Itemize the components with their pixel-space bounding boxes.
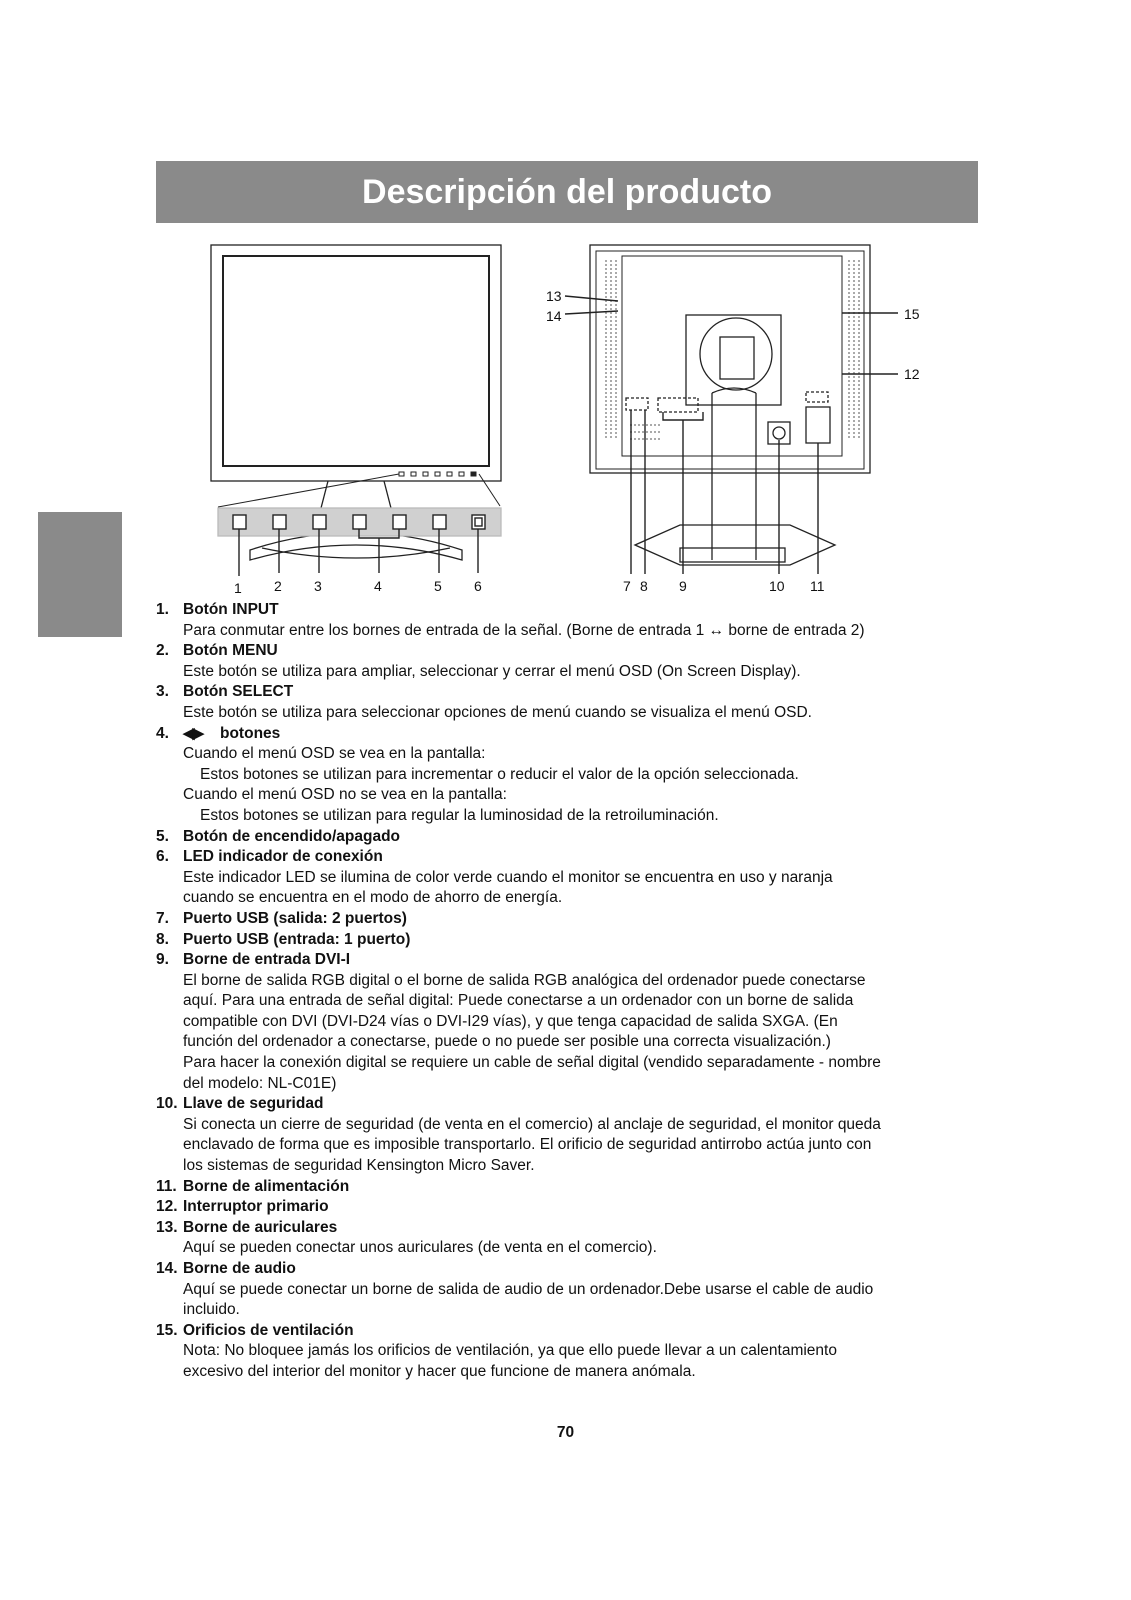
item-number: 12. bbox=[156, 1198, 178, 1216]
list-item bbox=[156, 724, 986, 827]
item-number: 7. bbox=[156, 909, 169, 927]
list-item bbox=[156, 641, 986, 682]
item-number: 1. bbox=[156, 601, 169, 618]
item-number: 5. bbox=[156, 827, 169, 845]
item-number: 2. bbox=[156, 642, 169, 660]
item-text: Nota: No bloquee jamás los orificios de ventilación, ya que ello puede llevar a un calentamiento bbox=[183, 1342, 837, 1360]
item-title: Interruptor primario bbox=[183, 1198, 329, 1216]
item-number: 11. bbox=[156, 1177, 177, 1195]
item-number: 8. bbox=[156, 930, 169, 948]
item-number: 10. bbox=[156, 1095, 178, 1113]
item-text: los sistemas de seguridad Kensington Micro Saver. bbox=[183, 1157, 535, 1175]
callout-4: 4 bbox=[374, 578, 382, 594]
list-item bbox=[156, 1094, 986, 1176]
callout-2: 2 bbox=[274, 578, 282, 594]
callout-13: 13 bbox=[546, 288, 562, 304]
monitor-diagram bbox=[0, 230, 1131, 602]
item-number: 14. bbox=[156, 1260, 178, 1277]
item-text: función del ordenador a conectarse, puede o no puede ser posible una correcta visualización.) bbox=[183, 1033, 831, 1051]
callout-3: 3 bbox=[314, 578, 322, 594]
item-title: Borne de entrada DVI-I bbox=[183, 951, 351, 969]
item-text: enclavado de forma que es imposible transportarlo. El orificio de seguridad antirrobo actúa junto con bbox=[183, 1136, 872, 1154]
item-title: Borne de auriculares bbox=[183, 1218, 338, 1236]
item-text: cuando se encuentra en el modo de ahorro de energía. bbox=[183, 889, 563, 907]
item-text: El borne de salida RGB digital o el borne de salida RGB analógica del ordenador puede conectarse bbox=[183, 971, 866, 989]
list-item bbox=[156, 1218, 986, 1259]
item-title: Botón INPUT bbox=[183, 601, 279, 618]
callout-11: 11 bbox=[810, 578, 825, 594]
list-item bbox=[156, 930, 986, 951]
item-text: Si conecta un cierre de seguridad (de venta en el comercio) al anclaje de seguridad, el monitor queda bbox=[183, 1115, 881, 1133]
item-title: Orificios de ventilación bbox=[183, 1321, 354, 1339]
callout-9: 9 bbox=[679, 578, 687, 594]
item-text: excesivo del interior del monitor y hacer que funcione de manera anómala. bbox=[183, 1362, 696, 1380]
item-title: Borne de alimentación bbox=[183, 1177, 350, 1195]
callout-12: 12 bbox=[904, 366, 920, 382]
item-text: compatible con DVI (DVI-D24 vías o DVI-I29 vías), y que tenga capacidad de salida SXGA. (En bbox=[183, 1012, 838, 1030]
item-title: Botón SELECT bbox=[183, 683, 294, 701]
item-text: Cuando el menú OSD no se vea en la pantalla: bbox=[183, 786, 507, 804]
callout-5: 5 bbox=[434, 578, 442, 594]
list-item bbox=[156, 950, 986, 1094]
item-text: Estos botones se utilizan para regular la luminosidad de la retroiluminación. bbox=[200, 806, 719, 824]
list-item bbox=[156, 909, 986, 930]
item-text: Para hacer la conexión digital se requiere un cable de señal digital (vendido separadamente - nombre bbox=[183, 1054, 881, 1072]
item-text: aquí. Para una entrada de señal digital: Puede conectarse a un ordenador con un borne de salida bbox=[183, 992, 854, 1010]
item-text: Para conmutar entre los bornes de entrada de la señal. (Borne de entrada 1 ↔ borne de entrada 2) bbox=[183, 621, 865, 639]
page-title: Descripción del producto bbox=[156, 161, 978, 223]
item-text: Aquí se pueden conectar unos auriculares (de venta en el comercio). bbox=[183, 1239, 657, 1257]
item-title: Borne de audio bbox=[183, 1260, 296, 1277]
item-text: Este botón se utiliza para ampliar, seleccionar y cerrar el menú OSD (On Screen Display). bbox=[183, 662, 801, 680]
item-title: Puerto USB (entrada: 1 puerto) bbox=[183, 930, 411, 948]
list-item bbox=[156, 1177, 986, 1198]
item-title: LED indicador de conexión bbox=[183, 848, 383, 866]
callout-1: 1 bbox=[234, 580, 242, 596]
item-title: Botón de encendido/apagado bbox=[183, 827, 401, 845]
item-title: Llave de seguridad bbox=[183, 1095, 324, 1113]
item-title: botones bbox=[220, 724, 281, 742]
list-item bbox=[156, 1259, 986, 1321]
callout-6: 6 bbox=[474, 578, 482, 594]
item-text: del modelo: NL-C01E) bbox=[183, 1074, 337, 1092]
item-text: Este indicador LED se ilumina de color verde cuando el monitor se encuentra en uso y naranja bbox=[183, 868, 833, 886]
callout-15: 15 bbox=[904, 306, 920, 322]
list-item bbox=[156, 1197, 986, 1218]
list-item bbox=[156, 1321, 986, 1383]
list-item bbox=[156, 847, 986, 909]
item-text: Cuando el menú OSD se vea en la pantalla: bbox=[183, 745, 486, 763]
item-text: Aquí se puede conectar un borne de salida de audio de un ordenador.Debe usarse el cable de audio bbox=[183, 1280, 874, 1298]
page-number: 70 bbox=[556, 1424, 575, 1441]
item-number: 6. bbox=[156, 848, 169, 866]
item-number: 4. bbox=[156, 724, 169, 742]
feature-list bbox=[156, 600, 986, 1383]
item-number: 9. bbox=[156, 951, 169, 969]
rear-view bbox=[590, 245, 870, 565]
item-number: 15. bbox=[156, 1321, 178, 1339]
item-number: 13. bbox=[156, 1218, 178, 1236]
left-right-arrow-icon: ◀▶ bbox=[183, 724, 203, 742]
callout-14: 14 bbox=[546, 308, 562, 324]
item-title: Botón MENU bbox=[183, 642, 278, 660]
callout-7: 7 bbox=[623, 578, 631, 594]
list-item bbox=[156, 600, 986, 641]
list-item bbox=[156, 682, 986, 723]
item-title: Puerto USB (salida: 2 puertos) bbox=[183, 909, 407, 927]
monitor-illustration bbox=[0, 230, 1131, 602]
item-text: Estos botones se utilizan para incrementar o reducir el valor de la opción seleccionada. bbox=[200, 765, 799, 783]
callout-8: 8 bbox=[640, 578, 648, 594]
callout-10: 10 bbox=[769, 578, 785, 594]
list-item bbox=[156, 827, 986, 848]
item-text: Este botón se utiliza para seleccionar opciones de menú cuando se visualiza el menú OSD. bbox=[183, 703, 812, 721]
item-number: 3. bbox=[156, 683, 169, 701]
item-text: incluido. bbox=[183, 1301, 240, 1319]
